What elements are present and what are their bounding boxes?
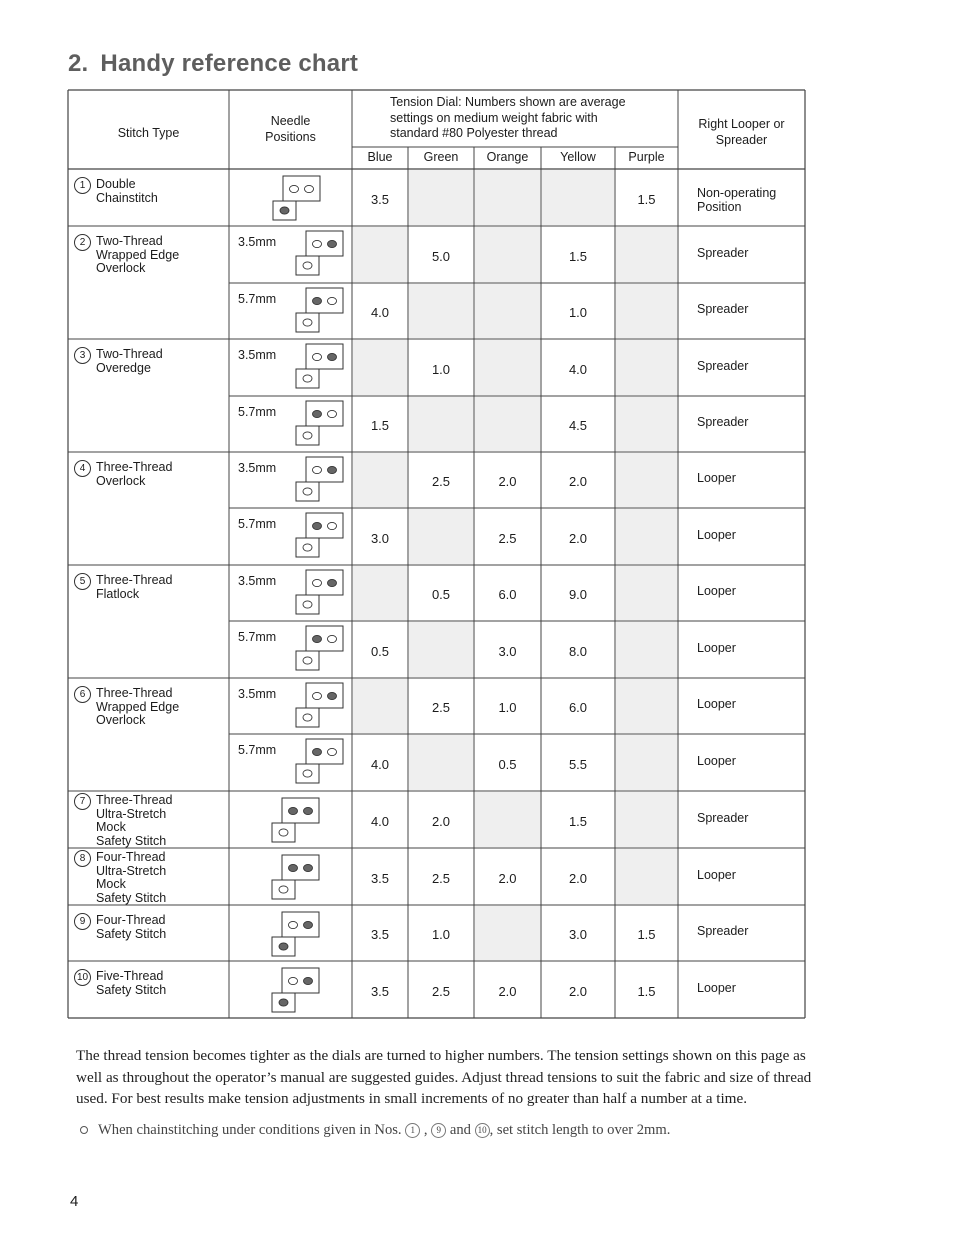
needle-diagram-icon <box>296 570 343 614</box>
tension-orange: 2.5 <box>498 530 517 546</box>
tension-blue: 3.5 <box>370 983 390 999</box>
shaded-empty-cell <box>353 566 407 620</box>
needle-empty-icon <box>303 432 312 439</box>
stitch-label-line: Overlock <box>96 473 146 488</box>
needle-diagram-icon <box>296 739 343 783</box>
needle-empty-icon <box>303 319 312 326</box>
note-text-after: , set stitch length to over 2mm. <box>489 1122 671 1138</box>
stitch-label-line: Three-Thread <box>96 793 173 807</box>
needle-filled-icon <box>313 635 322 642</box>
needle-diagram-icon <box>296 288 343 332</box>
needle-diagram-icon <box>272 968 319 1012</box>
header-stitch-type: Stitch Type <box>117 126 180 140</box>
looper-text: Looper <box>697 584 736 598</box>
tension-blue: 1.5 <box>370 418 390 433</box>
needle-empty-icon <box>313 579 322 586</box>
needle-filled-icon <box>304 977 313 984</box>
tension-green: 1.0 <box>431 927 451 942</box>
needle-position-label: 3.5mm <box>238 687 277 701</box>
tension-yellow: 1.5 <box>568 813 588 829</box>
stitch-type-9 <box>79 913 167 941</box>
needle-empty-icon <box>303 601 312 608</box>
tension-yellow: 2.0 <box>568 983 588 999</box>
needle-empty-icon <box>313 466 322 473</box>
looper-text: Spreader <box>697 245 749 260</box>
stitch-label-line: Ultra-Stretch <box>96 863 167 878</box>
needle-filled-icon <box>304 807 313 814</box>
tension-purple: 1.5 <box>637 983 656 999</box>
stitch-number-circle: 5 <box>74 573 91 590</box>
looper-setting <box>697 697 736 711</box>
tension-orange: 2.0 <box>498 870 517 886</box>
needle-position-label: 3.5mm <box>238 574 277 588</box>
looper-text: Looper <box>697 471 736 485</box>
needle-empty-icon <box>290 185 299 192</box>
needle-empty-icon <box>303 488 312 495</box>
needle-plate-upper <box>306 344 343 369</box>
needle-filled-icon <box>313 522 322 529</box>
needle-filled-icon <box>328 240 337 247</box>
needle-plate-lower <box>296 595 319 614</box>
tension-blue: 3.5 <box>370 191 390 207</box>
stitch-label-line: Wrapped Edge <box>96 699 180 714</box>
looper-text: Looper <box>697 640 736 655</box>
tension-yellow: 2.0 <box>568 474 588 489</box>
stitch-label-line: Mock <box>96 820 126 835</box>
needle-filled-icon <box>280 207 289 214</box>
looper-text: Spreader <box>697 415 749 429</box>
needle-plate-upper <box>306 570 343 595</box>
ref-circle-1: 1 <box>405 1123 420 1138</box>
needle-plate-lower <box>272 937 295 956</box>
tension-blue: 3.5 <box>370 927 390 942</box>
needle-plate-upper <box>306 513 343 538</box>
stitch-label-line: Three-Thread <box>96 460 173 474</box>
needle-empty-icon <box>328 748 337 755</box>
shaded-empty-cell <box>409 735 473 790</box>
stitch-number-circle: 1 <box>74 177 91 194</box>
needle-plate-upper <box>282 968 319 993</box>
stitch-type-7 <box>79 793 173 848</box>
needle-plate-lower <box>272 993 295 1012</box>
stitch-label-line: Flatlock <box>96 586 140 601</box>
needle-plate-upper <box>283 176 320 201</box>
shaded-empty-cell <box>616 849 677 904</box>
shaded-empty-cell <box>475 227 540 282</box>
looper-setting <box>697 584 736 598</box>
needle-empty-icon <box>303 375 312 382</box>
needle-diagram-icon <box>273 176 320 220</box>
looper-text: Spreader <box>697 924 749 938</box>
tension-blue: 4.0 <box>370 305 390 320</box>
needle-plate-upper <box>306 401 343 426</box>
page-number: 4 <box>70 1193 79 1210</box>
bullet-icon <box>80 1126 88 1134</box>
shaded-empty-cell <box>409 284 473 338</box>
looper-setting <box>697 754 736 768</box>
tension-orange: 6.0 <box>498 587 517 602</box>
stitch-label-line: Five-Thread <box>96 969 164 983</box>
shaded-empty-cell <box>475 792 540 847</box>
tension-green: 2.0 <box>431 813 451 829</box>
section-number: 2. <box>68 50 89 77</box>
needle-filled-icon <box>279 943 288 950</box>
needle-position-label: 5.7mm <box>238 405 277 419</box>
tension-purple: 1.5 <box>637 191 656 207</box>
looper-text: Looper <box>697 867 736 882</box>
header-needle-positions: Needle Positions <box>265 114 316 144</box>
needle-position-label: 5.7mm <box>238 630 277 644</box>
needle-empty-icon <box>279 886 288 893</box>
stitch-label-line: Safety Stitch <box>96 926 167 941</box>
note-text-before: When chainstitching under conditions given in Nos. <box>98 1122 402 1138</box>
needle-plate-upper <box>282 798 319 823</box>
shaded-empty-cell <box>475 340 540 395</box>
needle-empty-icon <box>305 185 314 192</box>
needle-plate-lower <box>272 880 295 899</box>
needle-diagram-icon <box>272 798 319 842</box>
needle-plate-upper <box>306 231 343 256</box>
needle-position-label: 3.5mm <box>238 235 277 249</box>
stitch-label-line: Safety Stitch <box>96 833 167 848</box>
tension-green: 0.5 <box>431 587 451 602</box>
needle-plate-upper <box>282 855 319 880</box>
chainstitch-note <box>80 1122 670 1139</box>
needle-diagram-icon <box>296 401 343 445</box>
needle-diagram-icon <box>296 344 343 388</box>
stitch-number-circle: 4 <box>74 460 91 477</box>
stitch-number-circle: 7 <box>74 793 91 810</box>
stitch-number-circle: 6 <box>74 686 91 703</box>
tension-orange: 0.5 <box>498 756 517 772</box>
shaded-empty-cell <box>616 509 677 564</box>
header-color-orange: Orange <box>486 150 529 164</box>
stitch-label-line: Double <box>96 177 136 191</box>
needle-diagram-icon <box>272 855 319 899</box>
looper-setting <box>697 924 748 938</box>
needle-plate-upper <box>306 288 343 313</box>
stitch-type-6 <box>79 686 180 728</box>
needle-diagram-icon <box>296 513 343 557</box>
shaded-empty-cell <box>409 170 473 225</box>
looper-setting <box>697 302 748 316</box>
needle-filled-icon <box>289 864 298 871</box>
needle-empty-icon <box>328 297 337 304</box>
tension-purple: 1.5 <box>637 927 656 942</box>
tension-yellow: 9.0 <box>568 587 588 602</box>
stitch-label-line: Two-Thread <box>96 234 163 248</box>
looper-setting <box>697 981 736 995</box>
needle-empty-icon <box>303 657 312 664</box>
tension-yellow: 8.0 <box>568 643 588 659</box>
header-color-green: Green <box>423 150 459 164</box>
looper-setting <box>697 186 776 214</box>
needle-empty-icon <box>328 410 337 417</box>
tension-blue: 0.5 <box>370 643 390 659</box>
needle-plate-upper <box>306 457 343 482</box>
needle-plate-lower <box>296 313 319 332</box>
needle-empty-icon <box>313 353 322 360</box>
stitch-number-circle: 8 <box>74 850 91 867</box>
needle-empty-icon <box>313 240 322 247</box>
header-color-purple: Purple <box>628 150 665 164</box>
shaded-empty-cell <box>616 566 677 620</box>
tension-green: 1.0 <box>431 361 451 377</box>
needle-empty-icon <box>328 522 337 529</box>
tension-yellow: 2.0 <box>568 530 588 546</box>
page-title <box>68 50 358 78</box>
tension-yellow: 4.0 <box>568 361 588 377</box>
stitch-label-line: Overedge <box>96 360 151 375</box>
needle-filled-icon <box>313 748 322 755</box>
shaded-empty-cell <box>353 340 407 395</box>
shaded-empty-cell <box>409 622 473 677</box>
stitch-label-line: Safety Stitch <box>96 890 167 905</box>
needle-position-label: 3.5mm <box>238 461 277 475</box>
stitch-number-circle: 3 <box>74 347 91 364</box>
header-looper: Right Looper or Spreader <box>698 117 785 147</box>
tension-yellow: 5.5 <box>568 756 588 772</box>
shaded-empty-cell <box>475 170 540 225</box>
section-title: Handy reference chart <box>100 50 359 77</box>
note-and: and <box>449 1122 471 1138</box>
tension-blue: 3.0 <box>370 530 390 546</box>
needle-filled-icon <box>289 807 298 814</box>
shaded-empty-cell <box>616 284 677 338</box>
tension-green: 2.5 <box>431 474 451 489</box>
tension-green: 2.5 <box>431 700 451 715</box>
tension-green: 2.5 <box>431 983 451 999</box>
shaded-empty-cell <box>616 735 677 790</box>
stitch-number-circle: 9 <box>74 913 91 930</box>
stitch-label-line: Chainstitch <box>96 190 158 205</box>
needle-diagram-icon <box>296 457 343 501</box>
stitch-label-line: Mock <box>96 877 126 892</box>
looper-text: Looper <box>697 980 736 995</box>
header-color-yellow: Yellow <box>560 150 596 164</box>
needle-filled-icon <box>328 692 337 699</box>
shaded-empty-cell <box>409 397 473 451</box>
needle-plate-lower <box>296 764 319 783</box>
looper-setting <box>697 641 736 655</box>
tension-paragraph: The thread tension becomes tighter as the dials are turned to higher numbers. The tension settings shown on this page as well as throughout the operator’s manual are suggested guides. Adjust thread tensions to suit the fabric and size of thread used. For best results make tension adjustments in small increments of no greater than half a number at a time. <box>76 1047 812 1108</box>
needle-plate-lower <box>296 426 319 445</box>
needle-diagram-icon <box>296 231 343 275</box>
shaded-empty-cell <box>616 792 677 847</box>
stitch-type-2 <box>79 234 180 276</box>
needle-filled-icon <box>313 297 322 304</box>
needle-filled-icon <box>304 864 313 871</box>
stitch-type-5 <box>79 573 173 601</box>
needle-empty-icon <box>303 770 312 777</box>
tension-orange: 3.0 <box>498 643 517 659</box>
needle-filled-icon <box>279 999 288 1006</box>
tension-yellow: 6.0 <box>568 700 588 715</box>
stitch-label-line: Three-Thread <box>96 686 173 700</box>
needle-empty-icon <box>289 977 298 984</box>
needle-plate-upper <box>306 683 343 708</box>
shaded-empty-cell <box>475 906 540 960</box>
shaded-empty-cell <box>542 170 614 225</box>
stitch-label-line: Safety Stitch <box>96 982 167 997</box>
needle-diagram-icon <box>296 683 343 727</box>
ref-circle-10: 10 <box>475 1123 490 1138</box>
needle-empty-icon <box>303 262 312 269</box>
shaded-empty-cell <box>409 509 473 564</box>
shaded-empty-cell <box>475 397 540 451</box>
looper-text: Spreader <box>697 810 749 825</box>
stitch-label-line: Three-Thread <box>96 573 173 587</box>
stitch-type-3 <box>79 347 163 375</box>
shaded-empty-cell <box>616 227 677 282</box>
needle-filled-icon <box>328 579 337 586</box>
shaded-empty-cell <box>616 679 677 733</box>
stitch-label-line: Four-Thread <box>96 913 166 927</box>
needle-empty-icon <box>289 921 298 928</box>
shaded-empty-cell <box>353 679 407 733</box>
shaded-empty-cell <box>616 453 677 507</box>
shaded-empty-cell <box>353 453 407 507</box>
looper-setting <box>697 471 736 485</box>
looper-text: Spreader <box>697 302 749 316</box>
needle-plate-lower <box>296 256 319 275</box>
looper-text: Non-operating <box>697 185 777 200</box>
tension-blue: 4.0 <box>370 756 390 772</box>
stitch-type-10 <box>76 969 167 997</box>
looper-text: Position <box>697 199 742 214</box>
stitch-label-line: Overlock <box>96 261 146 276</box>
stitch-type-1 <box>79 177 158 205</box>
looper-setting <box>697 528 736 542</box>
stitch-label-line: Overlock <box>96 713 146 728</box>
shaded-empty-cell <box>353 227 407 282</box>
stitch-label-line: Wrapped Edge <box>96 247 180 262</box>
needle-empty-icon <box>303 714 312 721</box>
looper-text: Looper <box>697 753 736 768</box>
needle-plate-lower <box>296 369 319 388</box>
looper-text: Spreader <box>697 358 749 373</box>
looper-setting <box>697 811 748 825</box>
needle-position-label: 3.5mm <box>238 348 277 362</box>
tension-blue: 3.5 <box>370 870 390 886</box>
stitch-number-circle: 2 <box>74 234 91 251</box>
looper-setting <box>697 246 748 260</box>
needle-position-label: 5.7mm <box>238 517 277 531</box>
looper-text: Looper <box>697 527 736 542</box>
needle-position-label: 5.7mm <box>238 292 277 306</box>
needle-plate-lower <box>273 201 296 220</box>
looper-setting <box>697 359 748 373</box>
stitch-label-line: Four-Thread <box>96 850 166 864</box>
tension-yellow: 3.0 <box>568 927 588 942</box>
ref-circle-9: 9 <box>431 1123 446 1138</box>
tension-green: 5.0 <box>431 248 451 264</box>
shaded-empty-cell <box>616 622 677 677</box>
needle-filled-icon <box>328 466 337 473</box>
tension-orange: 1.0 <box>498 700 517 715</box>
tension-yellow: 1.5 <box>568 248 588 264</box>
needle-filled-icon <box>313 410 322 417</box>
tension-yellow: 2.0 <box>568 870 588 886</box>
stitch-number-circle: 10 <box>74 969 91 986</box>
tension-orange: 2.0 <box>498 474 517 489</box>
tension-yellow: 1.0 <box>568 305 588 320</box>
tension-blue: 4.0 <box>370 813 390 829</box>
shaded-empty-cell <box>616 397 677 451</box>
needle-plate-upper <box>282 912 319 937</box>
looper-setting <box>697 415 748 429</box>
needle-plate-lower <box>296 482 319 501</box>
needle-empty-icon <box>328 635 337 642</box>
needle-filled-icon <box>304 921 313 928</box>
needle-plate-lower <box>296 708 319 727</box>
tension-green: 2.5 <box>431 870 451 886</box>
needle-plate-lower <box>296 651 319 670</box>
needle-plate-upper <box>306 739 343 764</box>
header-tension-dial: Tension Dial: Numbers shown are average settings on medium weight fabric with standard #80 Polyester thread <box>390 95 626 140</box>
needle-empty-icon <box>313 692 322 699</box>
note-sep: , <box>423 1122 428 1138</box>
needle-empty-icon <box>279 829 288 836</box>
stitch-type-8 <box>79 850 167 905</box>
needle-diagram-icon <box>272 912 319 956</box>
needle-diagram-icon <box>296 626 343 670</box>
stitch-label-line: Two-Thread <box>96 347 163 361</box>
shaded-empty-cell <box>616 340 677 395</box>
tension-orange: 2.0 <box>498 983 517 999</box>
needle-position-label: 5.7mm <box>238 743 277 757</box>
needle-plate-lower <box>296 538 319 557</box>
needle-plate-lower <box>272 823 295 842</box>
shaded-empty-cell <box>475 284 540 338</box>
stitch-type-4 <box>79 460 173 488</box>
tension-yellow: 4.5 <box>568 418 588 433</box>
stitch-label-line: Ultra-Stretch <box>96 806 167 821</box>
needle-empty-icon <box>303 544 312 551</box>
needle-plate-upper <box>306 626 343 651</box>
looper-text: Looper <box>697 697 736 711</box>
needle-filled-icon <box>328 353 337 360</box>
looper-setting <box>697 868 736 882</box>
header-color-blue: Blue <box>367 150 393 164</box>
